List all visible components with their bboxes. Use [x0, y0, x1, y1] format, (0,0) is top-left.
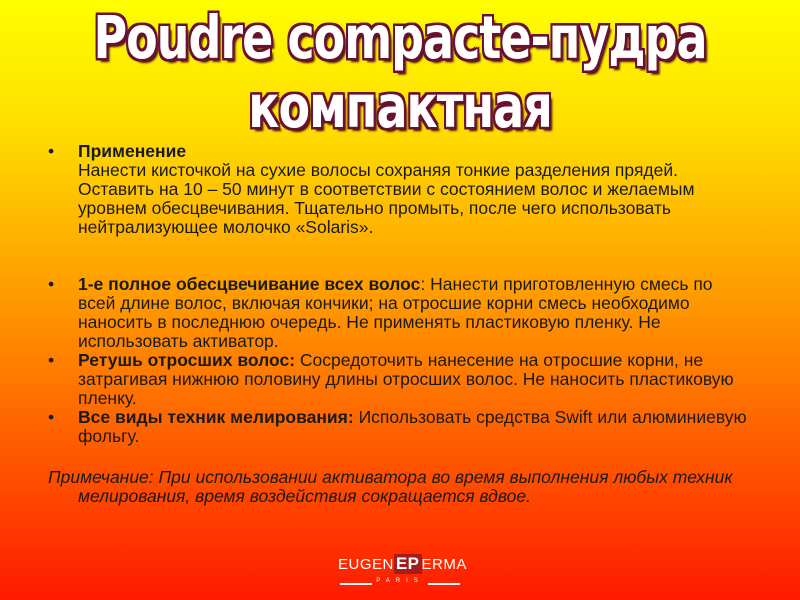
- logo-divider-right: [428, 583, 460, 585]
- item-title: Все виды техник мелирования:: [78, 407, 354, 427]
- list-item-roots-retouch: [48, 351, 748, 408]
- application-text: Нанести кисточкой на сухие волосы сохраняя тонкие разделения прядей. Оставить на 10 – 50 минут в соответствии с состоянием волос и желаемым уровнем обесцвечивания. Тщательно промыть, после чего использовать нейтрализующее молочко «Solaris».: [78, 160, 695, 237]
- logo-divider-left: [340, 583, 372, 585]
- content-body: [48, 142, 748, 506]
- section-heading: Применение: [78, 141, 187, 161]
- bullet-icon: •: [48, 274, 55, 294]
- logo-right-text: ERMA: [421, 556, 467, 573]
- item-text: Использовать средства Swift или алюминиевую фольгу.: [78, 407, 747, 446]
- list-item-application: [48, 142, 748, 161]
- bullet-icon: •: [48, 141, 55, 161]
- logo-subtitle: PARIS: [376, 578, 424, 584]
- bullet-icon: •: [48, 407, 55, 427]
- item-title: 1-е полное обесцвечивание всех волос: [78, 274, 421, 294]
- logo-mark: EP: [395, 554, 420, 573]
- list-item-full-bleaching: [48, 275, 748, 351]
- item-text: : Нанести приготовленную смесь по всей длине волос, включая кончики; на отросшие корни смесь необходимо наносить в последнюю очередь. Не применять пластиковую пленку. Не использовать активатор.: [78, 274, 713, 351]
- logo-left-text: EUGEN: [338, 556, 394, 573]
- page-title: Poudre compacte-пудра компактная: [93, 2, 707, 142]
- bullet-icon: •: [48, 350, 55, 370]
- item-title: Ретушь отросших волос:: [78, 350, 296, 370]
- section-text: [48, 161, 748, 237]
- eugene-perma-logo: [338, 552, 467, 588]
- logo-wordmark: [338, 554, 467, 574]
- list-item-highlighting: [48, 408, 748, 446]
- item-text: Сосредоточить нанесение на отросшие корни, не затрагивая нижнюю половину длины отросших волос. Не наносить пластиковую пленку.: [78, 350, 734, 408]
- note-text: Примечание: При использовании активатора во время выполнения любых техник мелирования, время воздействия сокращается вдвое.: [48, 467, 733, 506]
